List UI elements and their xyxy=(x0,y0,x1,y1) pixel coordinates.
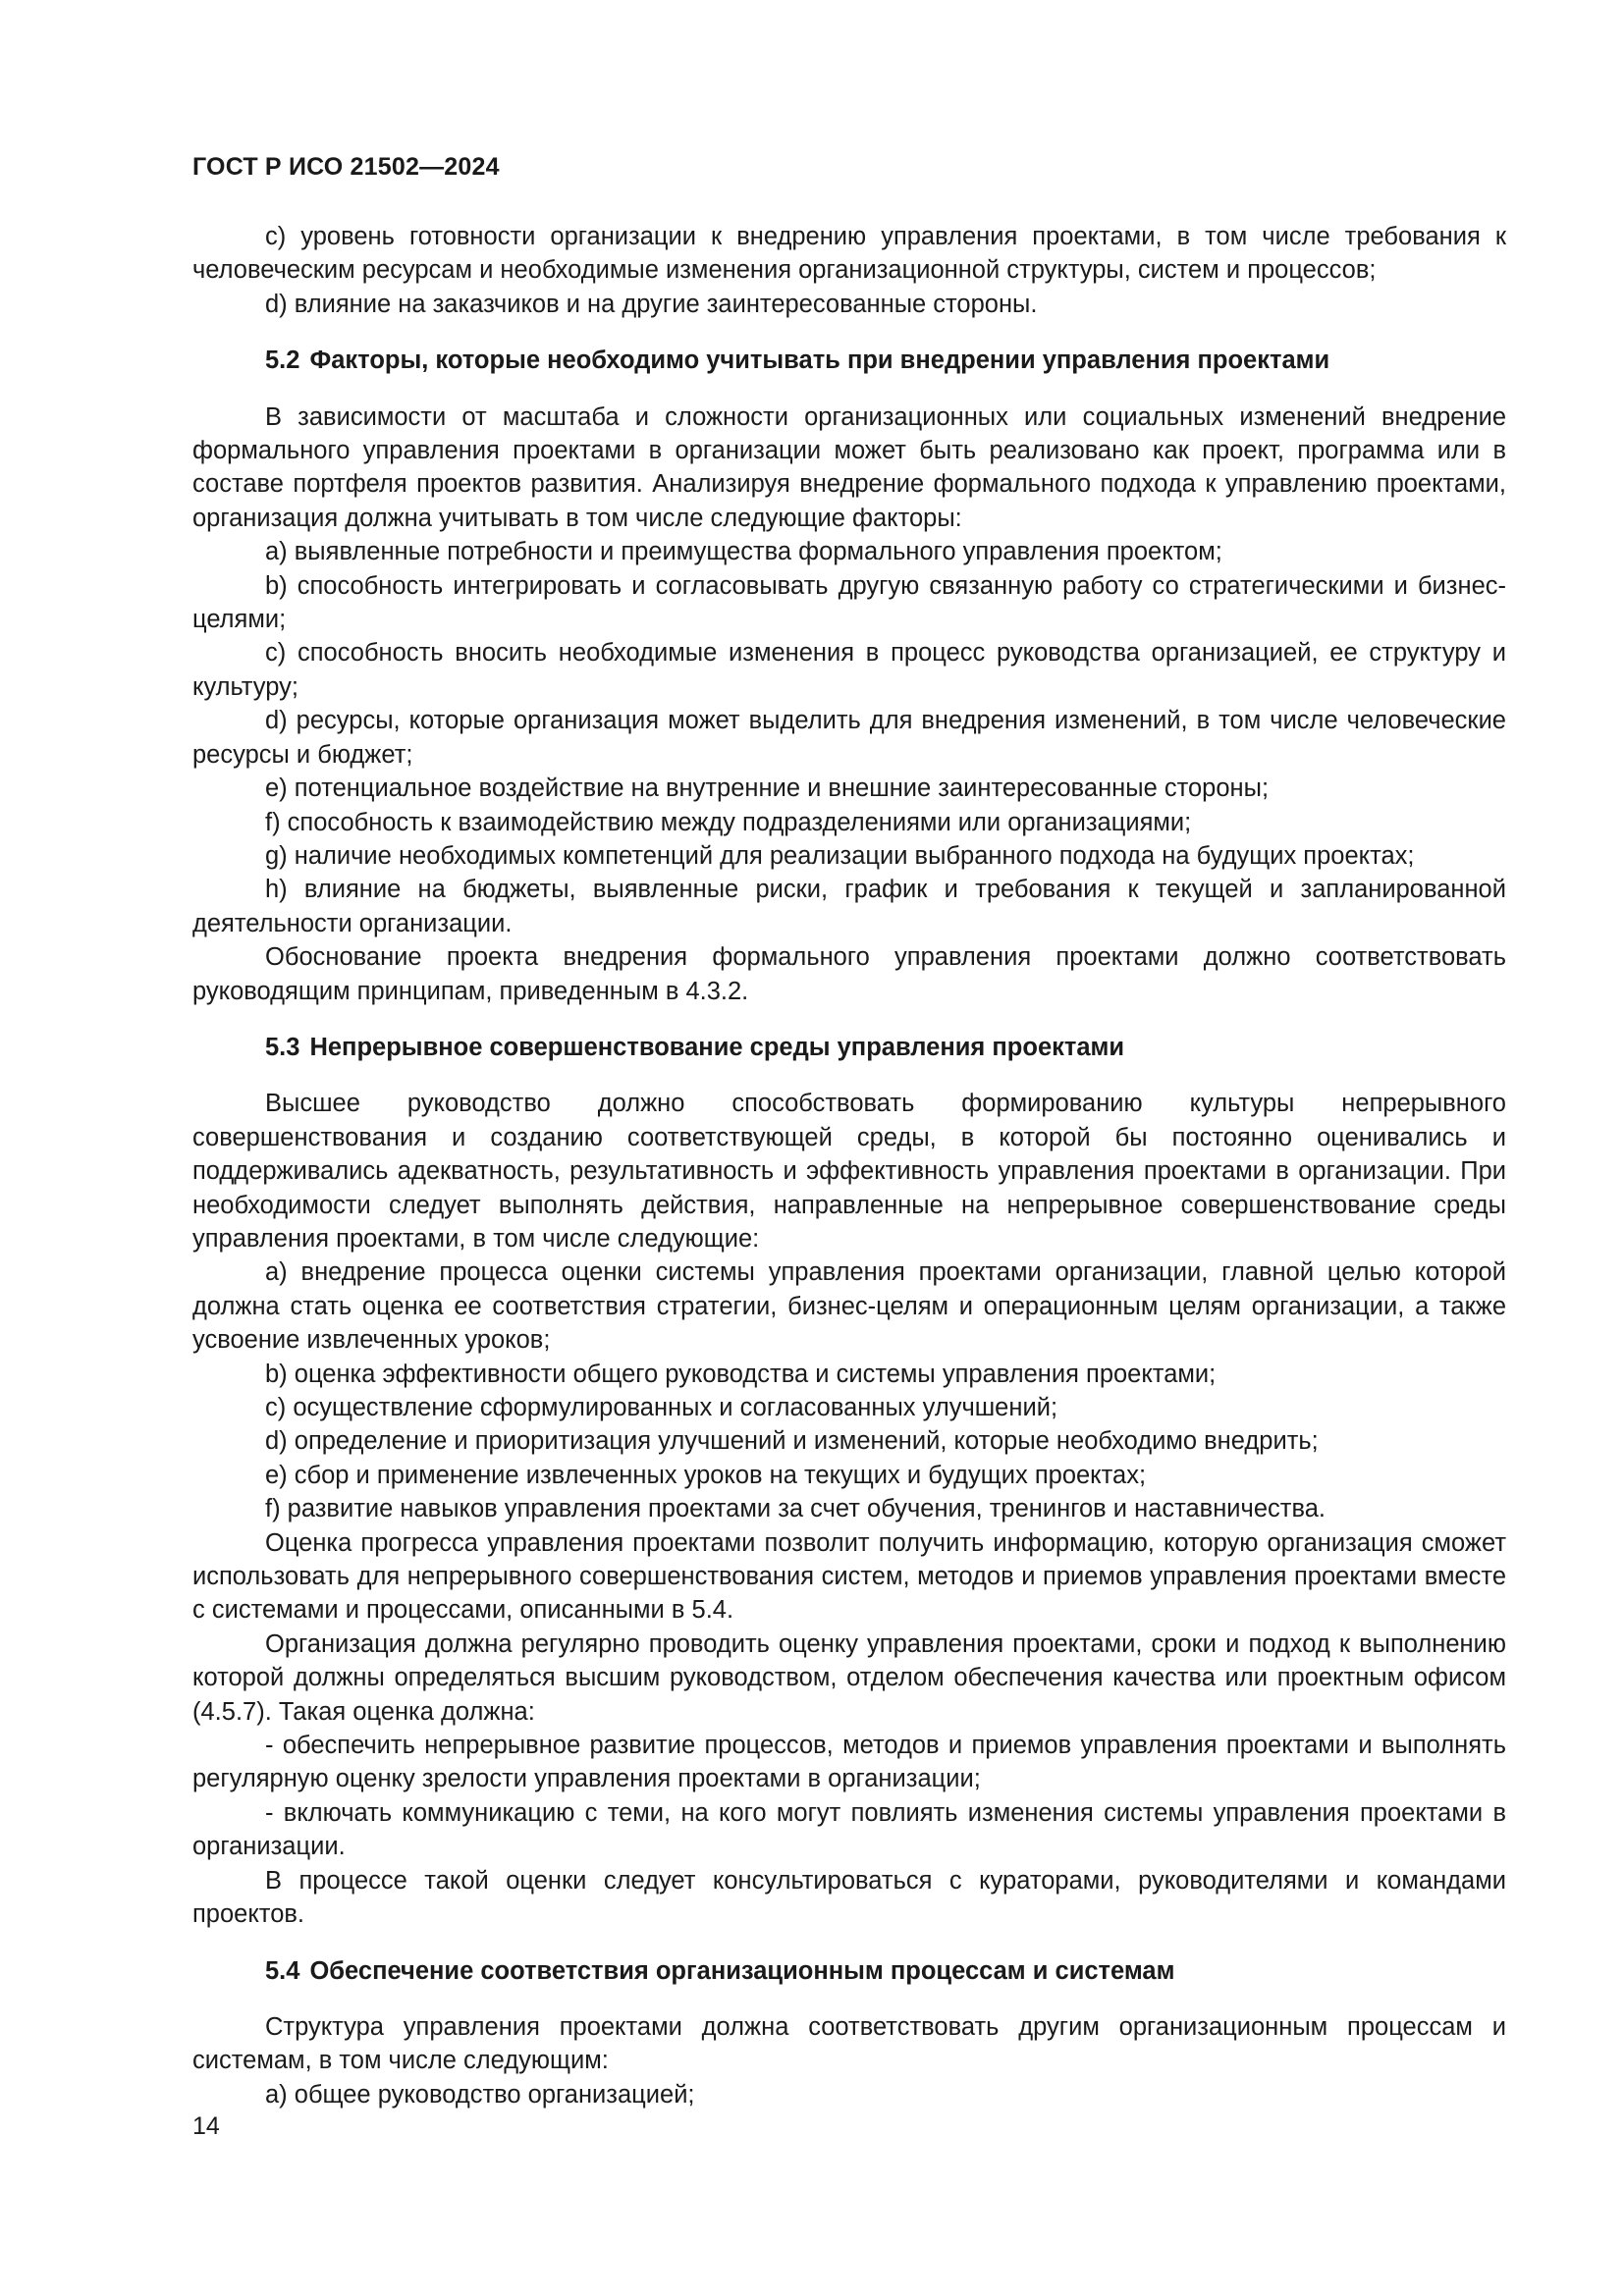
list-item: a) внедрение процесса оценки системы управления проектами организации, главной целью которой должна стать оценка ее соответствия стратегии, бизнес-целям и операционным целям организации, а также усвоение извлеченных уроков; xyxy=(192,1258,1506,1355)
section-number: 5.4 xyxy=(265,1956,300,1985)
paragraph: Обоснование проекта внедрения формального управления проектами должно соответствовать руководящим принципам, приведенным в 4.3.2. xyxy=(192,943,1506,1005)
paragraph: Оценка прогресса управления проектами позволит получить информацию, которую организация сможет использовать для непрерывного совершенствования систем, методов и приемов управления проектами вместе с системами и процессами, описанными в 5.4. xyxy=(192,1528,1506,1625)
list-item: f) развитие навыков управления проектами за счет обучения, тренингов и наставничества. xyxy=(265,1495,1326,1523)
section-title: Обеспечение соответствия организационным процессам и системам xyxy=(309,1956,1175,1985)
document-header: ГОСТ Р ИСО 21502—2024 xyxy=(192,153,500,181)
list-item: h) влияние на бюджеты, выявленные риски, график и требования к текущей и запланированной деятельности организации. xyxy=(192,876,1506,937)
paragraph: Высшее руководство должно способствовать формированию культуры непрерывного совершенствования и созданию соответствующей среды, в которой бы постоянно оценивались и поддерживались адекватность, результативность и эффективность управления проектами в организации. При необходимости следует выполнять действия, направленные на непрерывное совершенствование среды управления проектами, в том числе следующие: xyxy=(192,1090,1506,1253)
section-title: Факторы, которые необходимо учитывать при внедрении управления проектами xyxy=(309,347,1330,375)
list-item: a) общее руководство организацией; xyxy=(265,2080,695,2109)
section-title: Непрерывное совершенствование среды управления проектами xyxy=(309,1033,1125,1061)
paragraph: В зависимости от масштаба и сложности организационных или социальных изменений внедрение формального управления проектами в организации может быть реализовано как проект, программа или в составе портфеля проектов развития. Анализируя внедрение формального подхода к управлению проектами, организация должна учитывать в том числе следующие факторы: xyxy=(192,402,1506,532)
dash-item: - включать коммуникацию с теми, на кого могут повлиять изменения системы управления проектами в организации. xyxy=(192,1798,1506,1861)
intro-item-c: c) уровень готовности организации к внедрению управления проектами, в том числе требования к человеческим ресурсам и необходимые изменения организационной структуры, систем и процессов; xyxy=(192,223,1506,285)
list-item: b) способность интегрировать и согласовывать другую связанную работу со стратегическими и бизнес-целями; xyxy=(192,571,1506,634)
section-5-3-heading xyxy=(192,1031,1506,1064)
list-item: f) способность к взаимодействию между подразделениями или организациями; xyxy=(265,808,1192,836)
document-body xyxy=(192,220,1506,2111)
intro-item-d: d) влияние на заказчиков и на другие заинтересованные стороны. xyxy=(265,290,1038,318)
section-5-4-heading xyxy=(192,1954,1506,1988)
list-item: c) осуществление сформулированных и согласованных улучшений; xyxy=(265,1394,1058,1421)
list-item: e) потенциальное воздействие на внутренние и внешние заинтересованные стороны; xyxy=(265,774,1270,803)
list-item: g) наличие необходимых компетенций для реализации выбранного подхода на будущих проектах; xyxy=(265,841,1415,870)
list-item: b) оценка эффективности общего руководства и системы управления проектами; xyxy=(265,1360,1217,1388)
paragraph: В процессе такой оценки следует консультироваться с кураторами, руководителями и командами проектов. xyxy=(192,1866,1506,1929)
paragraph: Организация должна регулярно проводить оценку управления проектами, сроки и подход к выполнению которой должны определяться высшим руководством, отделом обеспечения качества или проектным офисом (4.5.7). Такая оценка должна: xyxy=(192,1629,1506,1726)
section-5-2-heading xyxy=(192,344,1506,377)
page-number: 14 xyxy=(192,2112,220,2140)
list-item: a) выявленные потребности и преимущества формального управления проектом; xyxy=(265,538,1222,566)
list-item: d) определение и приоритизация улучшений и изменений, которые необходимо внедрить; xyxy=(265,1427,1319,1456)
section-number: 5.2 xyxy=(265,347,300,375)
list-item: e) сбор и применение извлеченных уроков на текущих и будущих проектах; xyxy=(265,1461,1147,1489)
dash-item: - обеспечить непрерывное развитие процессов, методов и приемов управления проектами и выполнять регулярную оценку зрелости управления проектами в организации; xyxy=(192,1732,1506,1793)
section-number: 5.3 xyxy=(265,1033,300,1061)
list-item: d) ресурсы, которые организация может выделить для внедрения изменений, в том числе человеческие ресурсы и бюджет; xyxy=(192,707,1506,769)
list-item: c) способность вносить необходимые изменения в процесс руководства организацией, ее структуру и культуру; xyxy=(192,639,1506,701)
paragraph: Структура управления проектами должна соответствовать другим организационным процессам и системам, в том числе следующим: xyxy=(192,2012,1506,2075)
